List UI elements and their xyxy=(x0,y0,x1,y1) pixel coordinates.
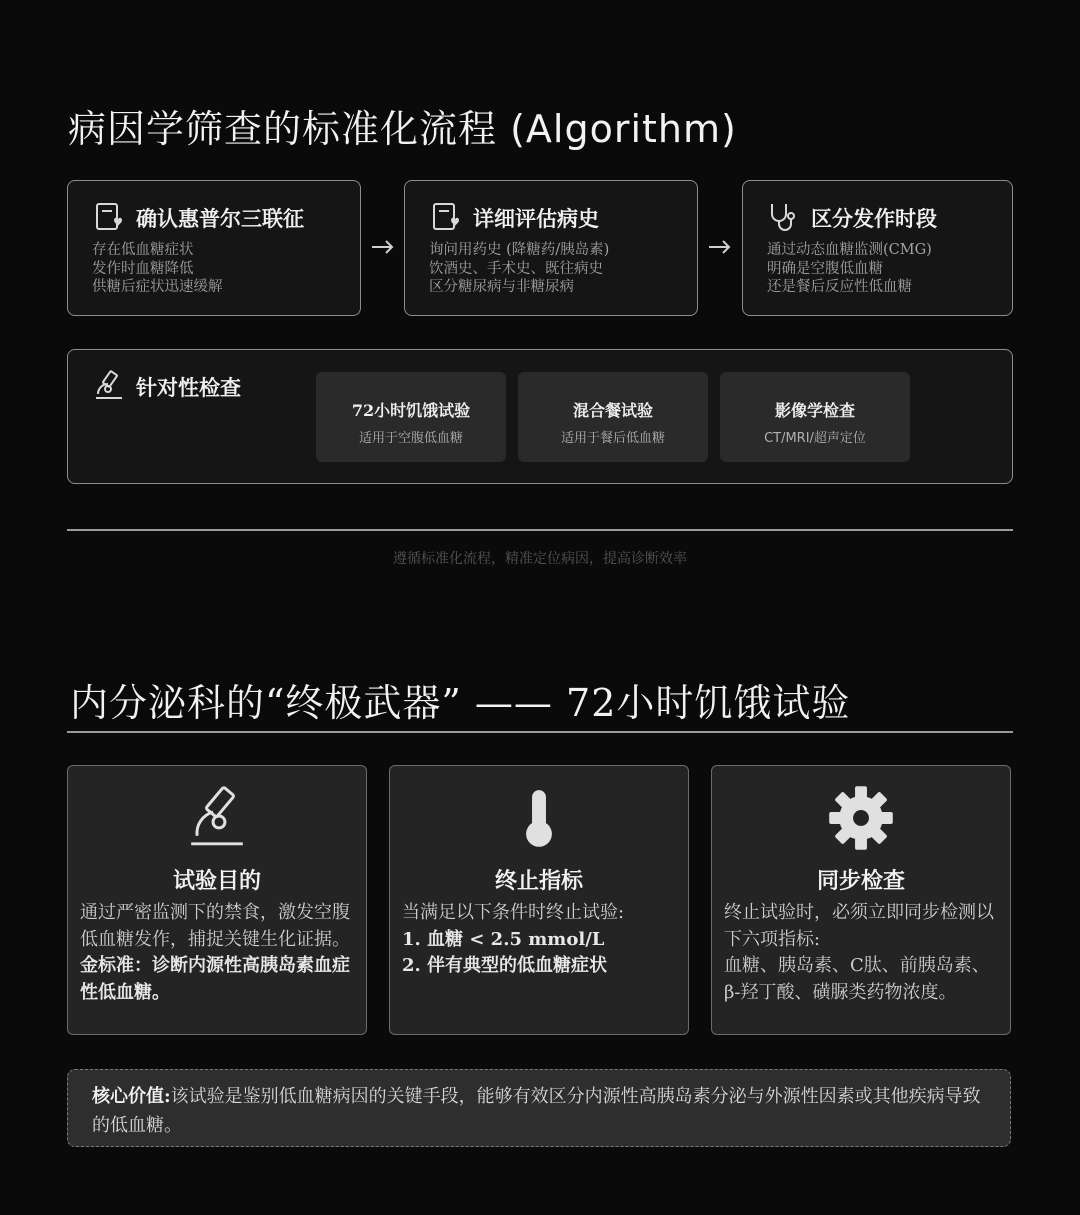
step-line: 还是餐后反应性低血糖 xyxy=(767,279,912,295)
step-line: 通过动态血糖监测(CMG) xyxy=(767,242,932,258)
targeted-exam-card xyxy=(67,349,1013,484)
section-divider xyxy=(67,529,1013,531)
microscope-icon xyxy=(92,370,126,402)
core-value-label: 核心价值: xyxy=(92,1086,171,1107)
test-name: 混合餐试验 xyxy=(572,401,653,420)
step-line: 存在低血糖症状 xyxy=(92,242,194,258)
caption: 遵循标准化流程，精准定位病因，提高诊断效率 xyxy=(393,551,687,567)
section2-title: 内分泌科的“终极武器” —— 72小时饥饿试验 xyxy=(70,681,851,725)
step-card-whipple xyxy=(67,180,361,316)
step-card-timing xyxy=(742,180,1013,316)
feature-body xyxy=(724,900,998,1006)
section1-title: 病因学筛查的标准化流程 (Algorithm) xyxy=(68,107,737,151)
clipboard-heart-icon xyxy=(92,201,126,233)
test-desc: 适用于空腹低血糖 xyxy=(358,431,463,446)
feature-title: 终止指标 xyxy=(494,868,583,894)
step-card-history xyxy=(404,180,698,316)
step-title: 区分发作时段 xyxy=(811,206,937,231)
step-lines xyxy=(429,241,609,297)
step-title: 详细评估病史 xyxy=(473,206,599,231)
feature-line: 当满足以下条件时终止试验: xyxy=(402,902,625,923)
feature-card-purpose xyxy=(67,765,367,1035)
core-value-box xyxy=(67,1069,1011,1147)
test-name: 72小时饥饿试验 xyxy=(351,401,471,420)
arrow-right-icon xyxy=(706,237,734,257)
gear-icon xyxy=(712,784,1010,850)
feature-title: 同步检查 xyxy=(816,868,905,894)
step-lines xyxy=(92,241,223,297)
core-value-text xyxy=(92,1082,990,1140)
test-imaging xyxy=(720,372,910,462)
feature-line: 血糖、胰岛素、C肽、前胰岛素、β-羟丁酸、磺脲类药物浓度。 xyxy=(724,955,990,1003)
step-line: 发作时血糖降低 xyxy=(92,260,194,277)
feature-body xyxy=(80,900,354,1006)
test-mixed-meal xyxy=(518,372,708,462)
clipboard-heart-icon xyxy=(429,201,463,233)
step-line: 询问用药史 (降糖药/胰岛素) xyxy=(429,242,610,258)
step-lines xyxy=(767,241,932,297)
feature-card-termination xyxy=(389,765,689,1035)
test-desc: CT/MRI/超声定位 xyxy=(764,431,866,446)
criteria-item: 2. 伴有典型的低血糖症状 xyxy=(402,955,608,976)
step-title: 确认惠普尔三联征 xyxy=(136,206,304,231)
feature-title: 试验目的 xyxy=(172,868,261,894)
microscope-icon xyxy=(68,784,366,850)
gold-standard: 金标准：诊断内源性高胰岛素血症性低血糖。 xyxy=(80,955,350,1003)
feature-card-sync-tests xyxy=(711,765,1011,1035)
step-line: 区分糖尿病与非糖尿病 xyxy=(429,279,574,295)
test-name: 影像学检查 xyxy=(774,401,855,420)
step-line: 明确是空腹低血糖 xyxy=(767,260,883,277)
arrow-right-icon xyxy=(369,237,397,257)
targeted-title: 针对性检查 xyxy=(136,375,241,400)
stethoscope-icon xyxy=(767,201,801,233)
title-underline xyxy=(67,731,1013,733)
thermometer-icon xyxy=(390,784,688,850)
criteria-item: 1. 血糖 < 2.5 mmol/L xyxy=(402,928,605,950)
feature-line: 通过严密监测下的禁食，激发空腹低血糖发作，捕捉关键生化证据。 xyxy=(80,902,350,950)
feature-body xyxy=(402,900,676,980)
core-value-body: 该试验是鉴别低血糖病因的关键手段，能够有效区分内源性高胰岛素分泌与外源性因素或其他疾病导致的低血糖。 xyxy=(92,1086,981,1136)
test-desc: 适用于餐后低血糖 xyxy=(560,431,665,446)
feature-line: 终止试验时，必须立即同步检测以下六项指标: xyxy=(724,902,994,950)
step-line: 供糖后症状迅速缓解 xyxy=(92,279,223,295)
test-fasting xyxy=(316,372,506,462)
step-line: 饮酒史、手术史、既往病史 xyxy=(429,260,603,277)
